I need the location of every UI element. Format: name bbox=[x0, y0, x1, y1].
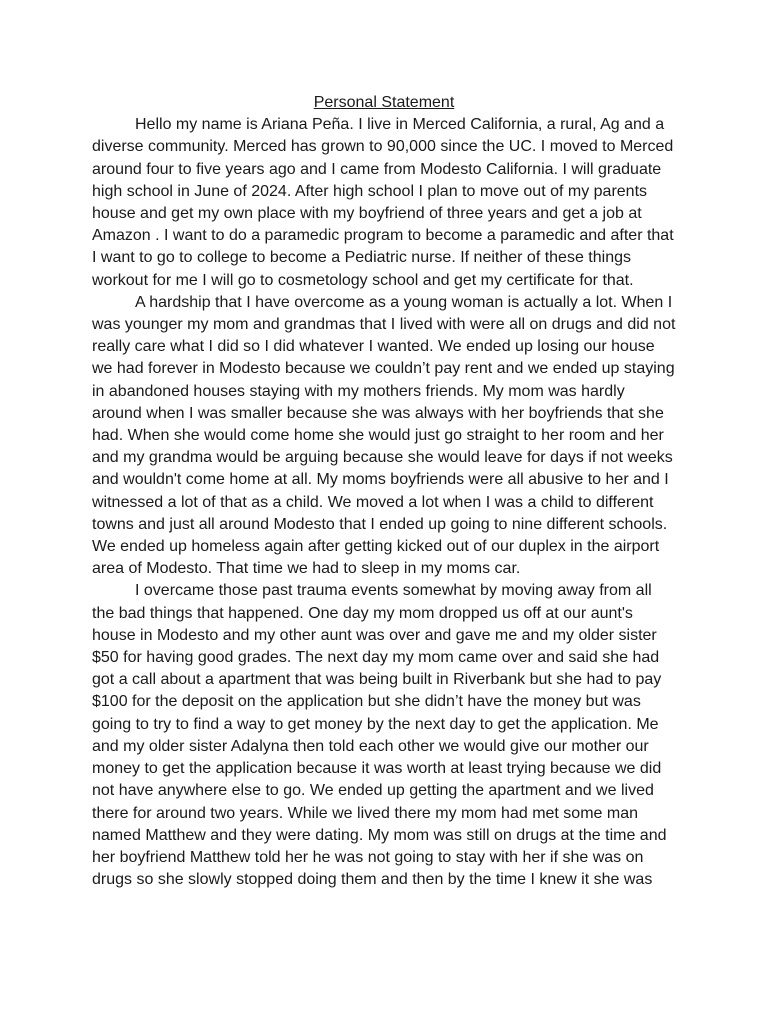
paragraph-introduction: Hello my name is Ariana Peña. I live in Merced California, a rural, Ag and a diverse community. Merced has grown to 90,000 since the UC. I moved to Merced around four to five years ago and I came from Modesto California. I will graduate high school in June of 2024. After high school I plan to move out of my parents house and get my own place with my boyfriend of three years and get a job at Amazon . I want to do a paramedic program to become a paramedic and after that I want to go to college to become a Pediatric nurse. If neither of these things workout for me I will go to cosmetology school and get my certificate for that. bbox=[92, 116, 674, 289]
paragraph-hardship: A hardship that I have overcome as a young woman is actually a lot. When I was younger my mom and grandmas that I lived with were all on drugs and did not really care what I did so I did whatever I wanted. We ended up losing our house we had forever in Modesto because we couldn’t pay rent and we ended up staying in abandoned houses staying with my mothers friends. My mom was hardly around when I was smaller because she was always with her boyfriends that she had. When she would come home she would just go straight to her room and her and my grandma would be arguing because she would leave for days if not weeks and wouldn't come home at all. My moms boyfriends were all abusive to her and I witnessed a lot of that as a child. We moved a lot when I was a child to different towns and just all around Modesto that I ended up going to nine different schools. We ended up homeless again after getting kicked out of our duplex in the airport area of Modesto. That time we had to sleep in my moms car. bbox=[92, 293, 676, 578]
document-body bbox=[92, 92, 676, 891]
paragraph-overcoming: I overcame those past trauma events somewhat by moving away from all the bad things that happened. One day my mom dropped us off at our aunt's house in Modesto and my other aunt was over and gave me and my older sister $50 for having good grades. The next day my mom came over and said she had got a call about a apartment that was being built in Riverbank but she had to pay $100 for the deposit on the application but she didn’t have the money but was going to try to find a way to get money by the next day to get the application. Me and my older sister Adalyna then told each other we would give our mother our money to get the application because it was worth at least trying because we did not have anywhere else to go. We ended up getting the apartment and we lived there for around two years. While we lived there my mom had met some man named Matthew and they were dating. My mom was still on drugs at the time and her boyfriend Matthew told her he was not going to stay with her if she was on drugs so she slowly stopped doing them and then by the time I knew it she was bbox=[92, 582, 667, 889]
document-title: Personal Statement bbox=[313, 94, 455, 111]
